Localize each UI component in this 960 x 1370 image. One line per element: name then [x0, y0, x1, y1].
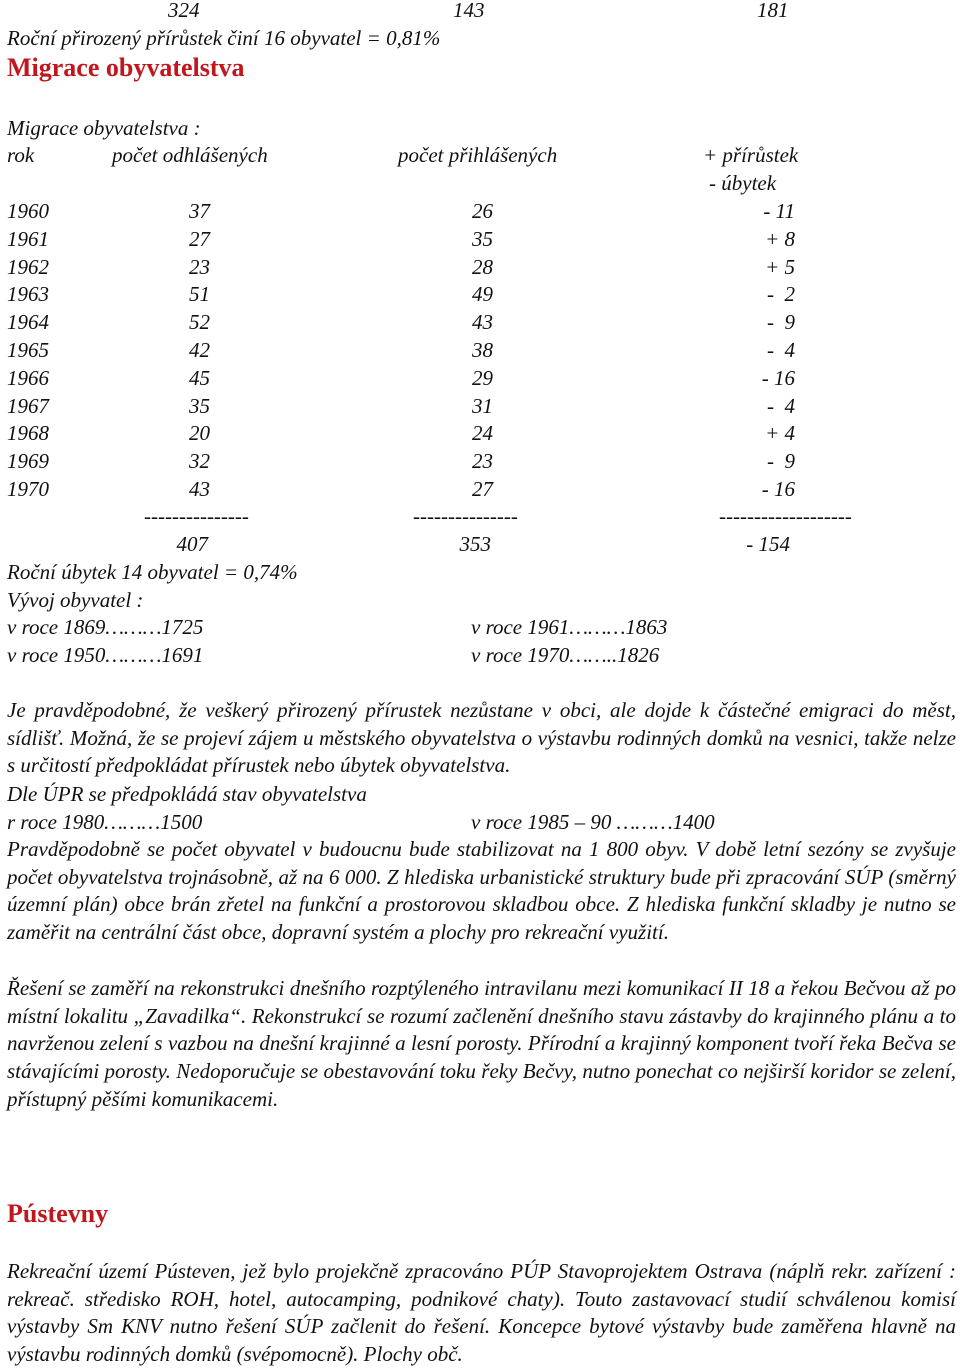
annual-decrease-text: Roční úbytek 14 obyvatel = 0,74% — [7, 560, 298, 584]
cell-departed: 27 — [189, 226, 210, 251]
top-total-c: 181 — [757, 0, 789, 22]
dev-1970: v roce 1970……..1826 — [471, 643, 660, 667]
cell-year: 1969 — [7, 449, 49, 474]
cell-departed: 20 — [189, 421, 210, 446]
cell-registered: 26 — [472, 199, 493, 223]
migration-label: Migrace obyvatelstva : — [7, 116, 201, 140]
total-balance: - 154 — [746, 532, 790, 556]
dev-1961: v roce 1961………1863 — [471, 615, 668, 639]
cell-registered: 28 — [472, 254, 493, 279]
paragraph-emigration: Je pravděpodobné, že veškerý přirozený přírustek nezůstane v obci, ale dojde k částečné emigraci do měst, sídlišť. Možná, že se projeví zájem u městského obyvatelstva o výstavbu rodinných domků na vesnici, takže nelze s určitostí předpokládat přírustek nebo úbytek obyvatelstva. — [7, 698, 956, 778]
separator-departed: --------------- — [144, 504, 249, 528]
cell-balance: + 5 — [765, 254, 795, 279]
cell-departed: 43 — [189, 477, 210, 501]
total-registered: 353 — [459, 532, 491, 556]
cell-balance: - 2 — [767, 282, 795, 307]
cell-year: 1960 — [7, 199, 49, 223]
cell-registered: 23 — [472, 449, 493, 474]
cell-year: 1967 — [7, 393, 49, 418]
table-header-registered: počet přihlášených — [398, 143, 558, 167]
cell-year: 1961 — [7, 226, 49, 251]
cell-balance: + 4 — [765, 421, 795, 446]
cell-departed: 37 — [189, 199, 210, 223]
dev-1950: v roce 1950………1691 — [7, 643, 204, 667]
cell-balance: - 9 — [767, 449, 795, 474]
cell-registered: 27 — [472, 477, 493, 501]
total-departed: 407 — [176, 532, 208, 556]
paragraph-reconstruction: Řešení se zaměří na rekonstrukci dnešního rozptýleného intravilanu mezi komunikací II 18 a řekou Bečvou až po místní lokalitu „Zavadilka“. Rekonstrukcí se rozumí začlenění dnešního stavu zástavby do krajinného plánu a to navrženou zelení s vazbou na dnešní krajinné a lesní porosty. Přírodní a krajinný komponent tvoří řeka Bečva se stávajícími porosty. Nedoporučuje se obestavování toku řeky Bečvy, nutno ponechat co nejširší koridor se zelení, přístupný pěšími komunikacemi. — [7, 976, 956, 1111]
cell-departed: 35 — [189, 393, 210, 418]
cell-departed: 23 — [189, 254, 210, 279]
separator-registered: --------------- — [413, 504, 518, 528]
cell-balance: - 11 — [763, 199, 795, 223]
cell-departed: 45 — [189, 365, 210, 390]
paragraph-pustevny: Rekreační území Pústeven, jež bylo projekčně zpracováno PÚP Stavoprojektem Ostrava (náplň rekr. zařízení : rekreač. středisko ROH, hotel, autocamping, podnikové chaty). Touto zastavovací studií schválenou komisí výstavby Sm KNV nutno řešení SÚP začlenit do řešení. Koncepce bytové výstavby bude zaměřena hlavně na výstavbu rodinných domků (svépomocně). Plochy obč. — [7, 1259, 956, 1367]
cell-year: 1965 — [7, 338, 49, 362]
paragraph-stabilization: Pravděpodobně se počet obyvatel v budoucnu bude stabilizovat na 1 800 obyv. V době letní sezóny se zvyšuje počet obyvatelstva trojnásobně, až na 6 000. Z hlediska urbanistické struktury bude při zpracování SÚP (směrný územní plán) obce brán zřetel na funkční a prostorovou skladbou obce. Z hlediska funkční skladby je nutno se zaměřit na centrální část obce, dopravní systém a plochy pro rekreační využití. — [7, 837, 956, 945]
cell-registered: 49 — [472, 282, 493, 307]
cell-balance: - 4 — [767, 338, 795, 362]
table-header-year: rok — [7, 143, 35, 167]
cell-departed: 42 — [189, 338, 210, 362]
cell-balance: - 4 — [767, 393, 795, 418]
cell-year: 1970 — [7, 477, 49, 501]
table-header-increase: + přírůstek — [703, 143, 799, 167]
cell-balance: + 8 — [765, 226, 795, 251]
upr-1980: r roce 1980………1500 — [7, 810, 203, 834]
cell-balance: - 9 — [767, 310, 795, 335]
cell-year: 1966 — [7, 365, 49, 390]
cell-registered: 29 — [472, 365, 493, 390]
separator-balance: ------------------- — [719, 504, 852, 528]
dev-1869: v roce 1869………1725 — [7, 615, 204, 639]
heading-pustevny: Pústevny — [7, 1199, 109, 1228]
table-header-departed: počet odhlášených — [112, 143, 268, 167]
top-total-b: 143 — [453, 0, 485, 22]
heading-migration: Migrace obyvatelstva — [7, 53, 245, 82]
cell-year: 1963 — [7, 282, 49, 307]
cell-year: 1962 — [7, 254, 49, 279]
table-header-decrease: - úbytek — [709, 171, 777, 195]
development-label: Vývoj obyvatel : — [7, 588, 144, 612]
cell-balance: - 16 — [761, 365, 795, 390]
cell-departed: 32 — [189, 449, 210, 474]
cell-registered: 31 — [472, 393, 493, 418]
cell-balance: - 16 — [761, 477, 795, 501]
cell-departed: 52 — [189, 310, 210, 335]
upr-label: Dle ÚPR se předpokládá stav obyvatelstva — [7, 782, 367, 806]
cell-year: 1968 — [7, 421, 49, 446]
cell-registered: 35 — [472, 226, 493, 251]
cell-year: 1964 — [7, 310, 49, 335]
natural-increase-text: Roční přirozený přírůstek činí 16 obyvatel = 0,81% — [7, 26, 441, 50]
top-total-a: 324 — [168, 0, 200, 22]
cell-departed: 51 — [189, 282, 210, 307]
cell-registered: 43 — [472, 310, 493, 335]
cell-registered: 38 — [472, 338, 493, 362]
upr-1985: v roce 1985 – 90 ………1400 — [471, 810, 715, 834]
cell-registered: 24 — [472, 421, 493, 446]
